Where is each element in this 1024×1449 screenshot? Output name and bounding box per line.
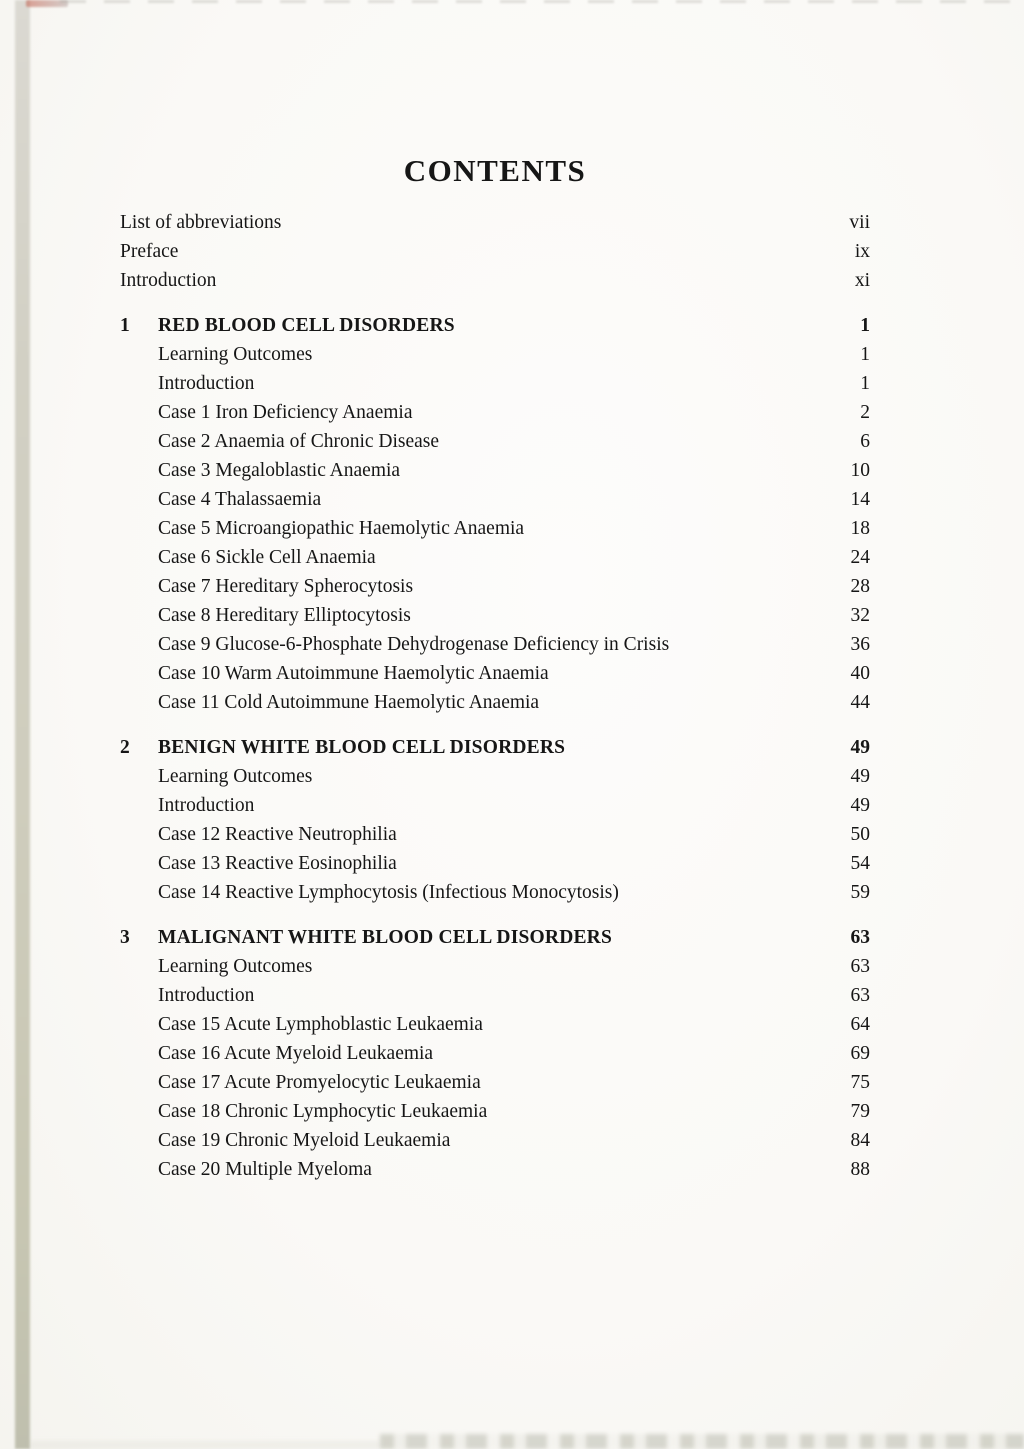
toc-row [120, 981, 870, 1010]
toc-entry-page: 64 [850, 1013, 870, 1035]
toc-entry-page: 24 [850, 546, 870, 568]
toc-row [120, 878, 870, 907]
toc-entry-page: 14 [850, 488, 870, 510]
toc-row [120, 601, 870, 630]
toc-entry-label: Case 13 Reactive Eosinophilia [158, 852, 397, 874]
toc-row [120, 456, 870, 485]
toc-entry-label: Case 14 Reactive Lymphocytosis (Infectious Monocytosis) [158, 881, 619, 903]
toc-entry-page: xi [854, 269, 870, 291]
toc-row [120, 1155, 870, 1184]
section-number: 2 [120, 736, 130, 758]
scan-bottom-shadow [30, 1441, 380, 1449]
toc-entry-page: 44 [850, 691, 870, 713]
toc-entry-page: 63 [850, 955, 870, 977]
toc-entry-label: Learning Outcomes [158, 955, 313, 977]
next-page-bleed-through [380, 1434, 1024, 1449]
toc-entry-page: 59 [850, 881, 870, 903]
toc-entry-page: 54 [850, 852, 870, 874]
section-title: MALIGNANT WHITE BLOOD CELL DISORDERS [158, 926, 613, 948]
toc-entry-label: Introduction [158, 372, 255, 394]
toc-entry-page: 69 [850, 1042, 870, 1064]
toc-section-heading [120, 311, 870, 340]
toc-entry-page: 2 [860, 401, 870, 423]
toc-entry-page: 18 [850, 517, 870, 539]
toc-entry-label: List of abbreviations [120, 211, 282, 233]
toc-entry-page: 49 [850, 794, 870, 816]
book-spine-shadow [15, 0, 30, 1449]
toc-entry-label: Case 1 Iron Deficiency Anaemia [158, 401, 413, 423]
toc-section-heading [120, 923, 870, 952]
toc-entry-label: Case 15 Acute Lymphoblastic Leukaemia [158, 1013, 483, 1035]
toc-entry-label: Introduction [158, 984, 255, 1006]
toc-entry-label: Case 20 Multiple Myeloma [158, 1158, 372, 1180]
toc-entry-page: 79 [850, 1100, 870, 1122]
toc-row [120, 952, 870, 981]
toc-row [120, 791, 870, 820]
toc-entry-label: Case 16 Acute Myeloid Leukaemia [158, 1042, 434, 1064]
toc-row [120, 820, 870, 849]
toc-entry-label: Case 10 Warm Autoimmune Haemolytic Anaemia [158, 662, 549, 684]
toc-entry-page: 63 [850, 984, 870, 1006]
sections-list [120, 311, 870, 1184]
toc-entry-page: ix [854, 240, 870, 262]
toc-row [120, 514, 870, 543]
toc-row [120, 398, 870, 427]
front-matter-list [120, 208, 870, 295]
toc-entry-page: 36 [850, 633, 870, 655]
section-number: 3 [120, 926, 130, 948]
section-title: RED BLOOD CELL DISORDERS [158, 314, 455, 336]
page-title: CONTENTS [403, 152, 587, 188]
toc-entry-page: 6 [860, 430, 870, 452]
toc-entry-label: Learning Outcomes [158, 343, 313, 365]
toc-row [120, 1126, 870, 1155]
toc-entry-label: Case 2 Anaemia of Chronic Disease [158, 430, 440, 452]
toc-entry-label: Introduction [120, 269, 217, 291]
toc-row [120, 1010, 870, 1039]
toc-row [120, 849, 870, 878]
toc-section [120, 311, 870, 717]
section-entries [120, 340, 870, 717]
toc-entry-label: Case 9 Glucose-6-Phosphate Dehydrogenase Deficiency in Crisis [158, 633, 670, 655]
toc-row [120, 659, 870, 688]
toc-entry-page: 49 [850, 765, 870, 787]
toc-row [120, 630, 870, 659]
section-title: BENIGN WHITE BLOOD CELL DISORDERS [158, 736, 566, 758]
toc-entry-page: 75 [850, 1071, 870, 1093]
toc-row [120, 572, 870, 601]
toc-row [120, 485, 870, 514]
toc-entry-label: Case 5 Microangiopathic Haemolytic Anaemia [158, 517, 525, 539]
toc-entry-page: 84 [850, 1129, 870, 1151]
toc-section [120, 733, 870, 907]
toc-row [120, 1068, 870, 1097]
toc-entry-label: Introduction [158, 794, 255, 816]
toc-section [120, 923, 870, 1184]
section-page: 49 [850, 736, 870, 758]
toc-row [120, 688, 870, 717]
section-page: 1 [860, 314, 870, 336]
toc-row [120, 208, 870, 237]
toc-entry-label: Case 8 Hereditary Elliptocytosis [158, 604, 411, 626]
section-number: 1 [120, 314, 130, 336]
toc-row [120, 427, 870, 456]
section-entries [120, 952, 870, 1184]
toc-entry-page: 32 [850, 604, 870, 626]
toc-entry-label: Case 12 Reactive Neutrophilia [158, 823, 397, 845]
toc-row [120, 762, 870, 791]
toc-entry-label: Case 19 Chronic Myeloid Leukaemia [158, 1129, 451, 1151]
toc-row [120, 340, 870, 369]
toc-entry-label: Case 7 Hereditary Spherocytosis [158, 575, 414, 597]
toc-row [120, 237, 870, 266]
toc-entry-label: Case 6 Sickle Cell Anaemia [158, 546, 376, 568]
toc-row [120, 543, 870, 572]
toc-row [120, 1039, 870, 1068]
toc-entry-label: Case 3 Megaloblastic Anaemia [158, 459, 401, 481]
toc-entry-label: Case 17 Acute Promyelocytic Leukaemia [158, 1071, 481, 1093]
toc-entry-label: Case 4 Thalassaemia [158, 488, 322, 510]
toc-entry-page: 1 [860, 343, 870, 365]
toc-entry-label: Case 11 Cold Autoimmune Haemolytic Anaemia [158, 691, 540, 713]
table-of-contents [120, 208, 870, 1184]
scan-top-edge [60, 0, 1024, 3]
section-page: 63 [850, 926, 870, 948]
toc-entry-page: 40 [850, 662, 870, 684]
toc-entry-page: 10 [850, 459, 870, 481]
toc-entry-label: Preface [120, 240, 179, 262]
toc-row [120, 266, 870, 295]
toc-entry-label: Case 18 Chronic Lymphocytic Leukaemia [158, 1100, 488, 1122]
toc-entry-label: Learning Outcomes [158, 765, 313, 787]
section-entries [120, 762, 870, 907]
toc-entry-page: vii [849, 211, 870, 233]
toc-section-heading [120, 733, 870, 762]
toc-entry-page: 50 [850, 823, 870, 845]
toc-row [120, 369, 870, 398]
toc-entry-page: 1 [860, 372, 870, 394]
toc-row [120, 1097, 870, 1126]
toc-entry-page: 28 [850, 575, 870, 597]
toc-entry-page: 88 [850, 1158, 870, 1180]
